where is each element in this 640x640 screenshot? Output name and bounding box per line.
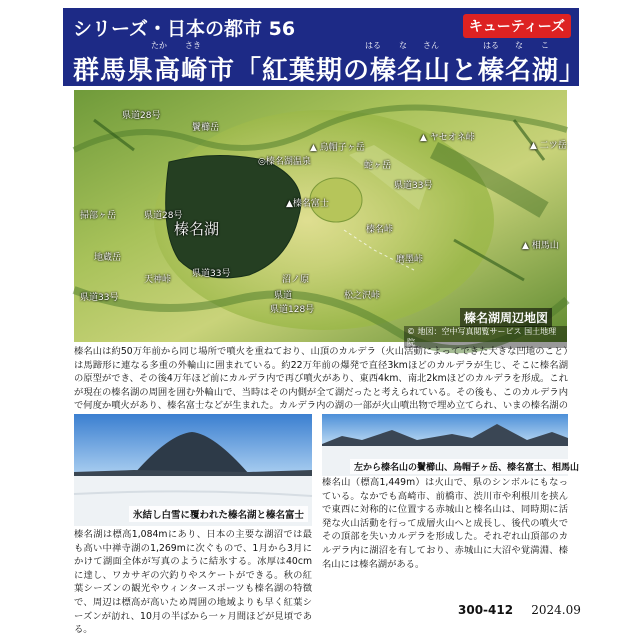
title-banner: [63, 8, 587, 86]
brand-logo: キューティーズ: [463, 14, 571, 38]
map-label: 県道33号: [80, 293, 119, 303]
map-label: ▲ ヤセオネ峠: [420, 133, 475, 143]
map-label: 磨墨峠: [396, 255, 424, 265]
ruby-text: はる: [483, 41, 499, 50]
map-label: 松之沢峠: [344, 291, 381, 301]
relief-map: [74, 90, 567, 347]
map-label: 県道33号: [394, 181, 433, 191]
map-label: 榛名峠: [366, 225, 394, 235]
page-title: 群馬県高崎市「紅葉期の榛名山と榛名湖」: [73, 56, 587, 86]
map-label: 天神峠: [144, 275, 172, 285]
lake-label: 榛名湖: [174, 220, 220, 238]
footer: [458, 603, 581, 617]
ruby-text: さん: [423, 41, 439, 50]
series-label: シリーズ・日本の都市 56: [73, 18, 296, 40]
catalog-code: 300-412: [458, 603, 514, 617]
text-lake: 榛名湖は標高1,084mにあり、日本の主要な湖沼では最も高い中禅寺湖の1,269mに次ぐもので、1月から3月にかけて湖面全体が写真のように結氷する。冰厚は40cmに達し、ワカサギの穴釣りやスケートができる。秋の紅葉シーズンの観光やウィンタースポーツも榛名湖の特徴で、周辺は標高が高いため周囲の地域よりも早く紅葉シーズンが訪れ、10月の半ばから一ヶ月間ほどが見頃である。: [74, 529, 312, 636]
photo-caption: 氷結し白雪に覆われた榛名湖と榛名富士: [129, 506, 308, 522]
map-label: ▲ 二ツ岳: [530, 141, 567, 151]
intro-paragraph: 榛名山は約50万年前から同じ場所で噴火を重ねており、山頂のカルデラ（火山活動によってできた大きな凹地のこと）は馬蹄形に連なる多重の外輪山に囲まれている。約22万年前の爆発で直径3kmほどのカルデラが生じ、そこに榛名湖の原型ができ、その後4万年ほど前にカルデラ内で再び噴火があり、東西4km、南北2kmほどのカルデラを形成。これが現在の榛名湖の周囲を囲む外輪山で、当時はその内側が全て湖だったと考えられている。その後も、このカルデラ内で何度か噴火があり、榛名富士などが生まれた。カルデラ内の湖の一部が火山噴出物で埋め立てられ、いまの榛名湖の: [74, 346, 568, 412]
ruby-text: はる: [365, 41, 381, 50]
map-label: 県道28号: [122, 111, 161, 121]
photo-frozen-lake: [74, 414, 312, 526]
photo-mountain-range: [322, 414, 580, 476]
ruby-text: たか: [151, 41, 167, 50]
photo-caption: 左から榛名山の鬢櫛山、烏帽子ヶ岳、榛名富士、相馬山: [350, 459, 583, 474]
map-label: ◎榛名湖温泉: [258, 157, 311, 167]
issue-date: 2024.09: [531, 603, 581, 617]
map-label: 地蔵岳: [94, 253, 122, 263]
map-label: 県道33号: [192, 269, 231, 279]
map-credit: © 地図：空中写真閲覧サービス 国土地理院: [404, 326, 567, 348]
map-label: 県道: [274, 291, 293, 301]
map-label: 掃部ヶ岳: [80, 211, 117, 221]
ruby-text: な: [515, 41, 523, 50]
map-label: 鬢櫛岳: [192, 123, 220, 133]
map-label: ▲榛名富士: [286, 199, 329, 209]
map-label: ▲ 烏帽子ヶ岳: [310, 143, 365, 153]
ruby-text: な: [399, 41, 407, 50]
map-title: 榛名湖周辺地図: [460, 308, 552, 327]
map-label: 沼ノ原: [282, 275, 310, 285]
ruby-text: こ: [541, 41, 549, 50]
ruby-text: さき: [185, 41, 201, 50]
map-label: 県道28号: [144, 211, 183, 221]
map-label: 蛇ヶ岳: [364, 161, 392, 171]
text-mountain: 榛名山（標高1,449m）は火山で、県のシンボルにもなっている。なかでも高崎市、前橋市、渋川市や利根川を挟んで東西に対称的に位置する赤城山と榛名山は、同時期に活発な火山活動を行って成層火山へと成長し、後代の噴火でその頂部を失いカルデラを形成した。それぞれ山頂部のカルデラ内に湖沼を有しており、赤城山に大沼や覚満淵、榛名山には榛名湖がある。: [322, 477, 568, 570]
map-label: ▲ 相馬山: [522, 241, 559, 251]
map-label: 県道128号: [270, 305, 315, 315]
